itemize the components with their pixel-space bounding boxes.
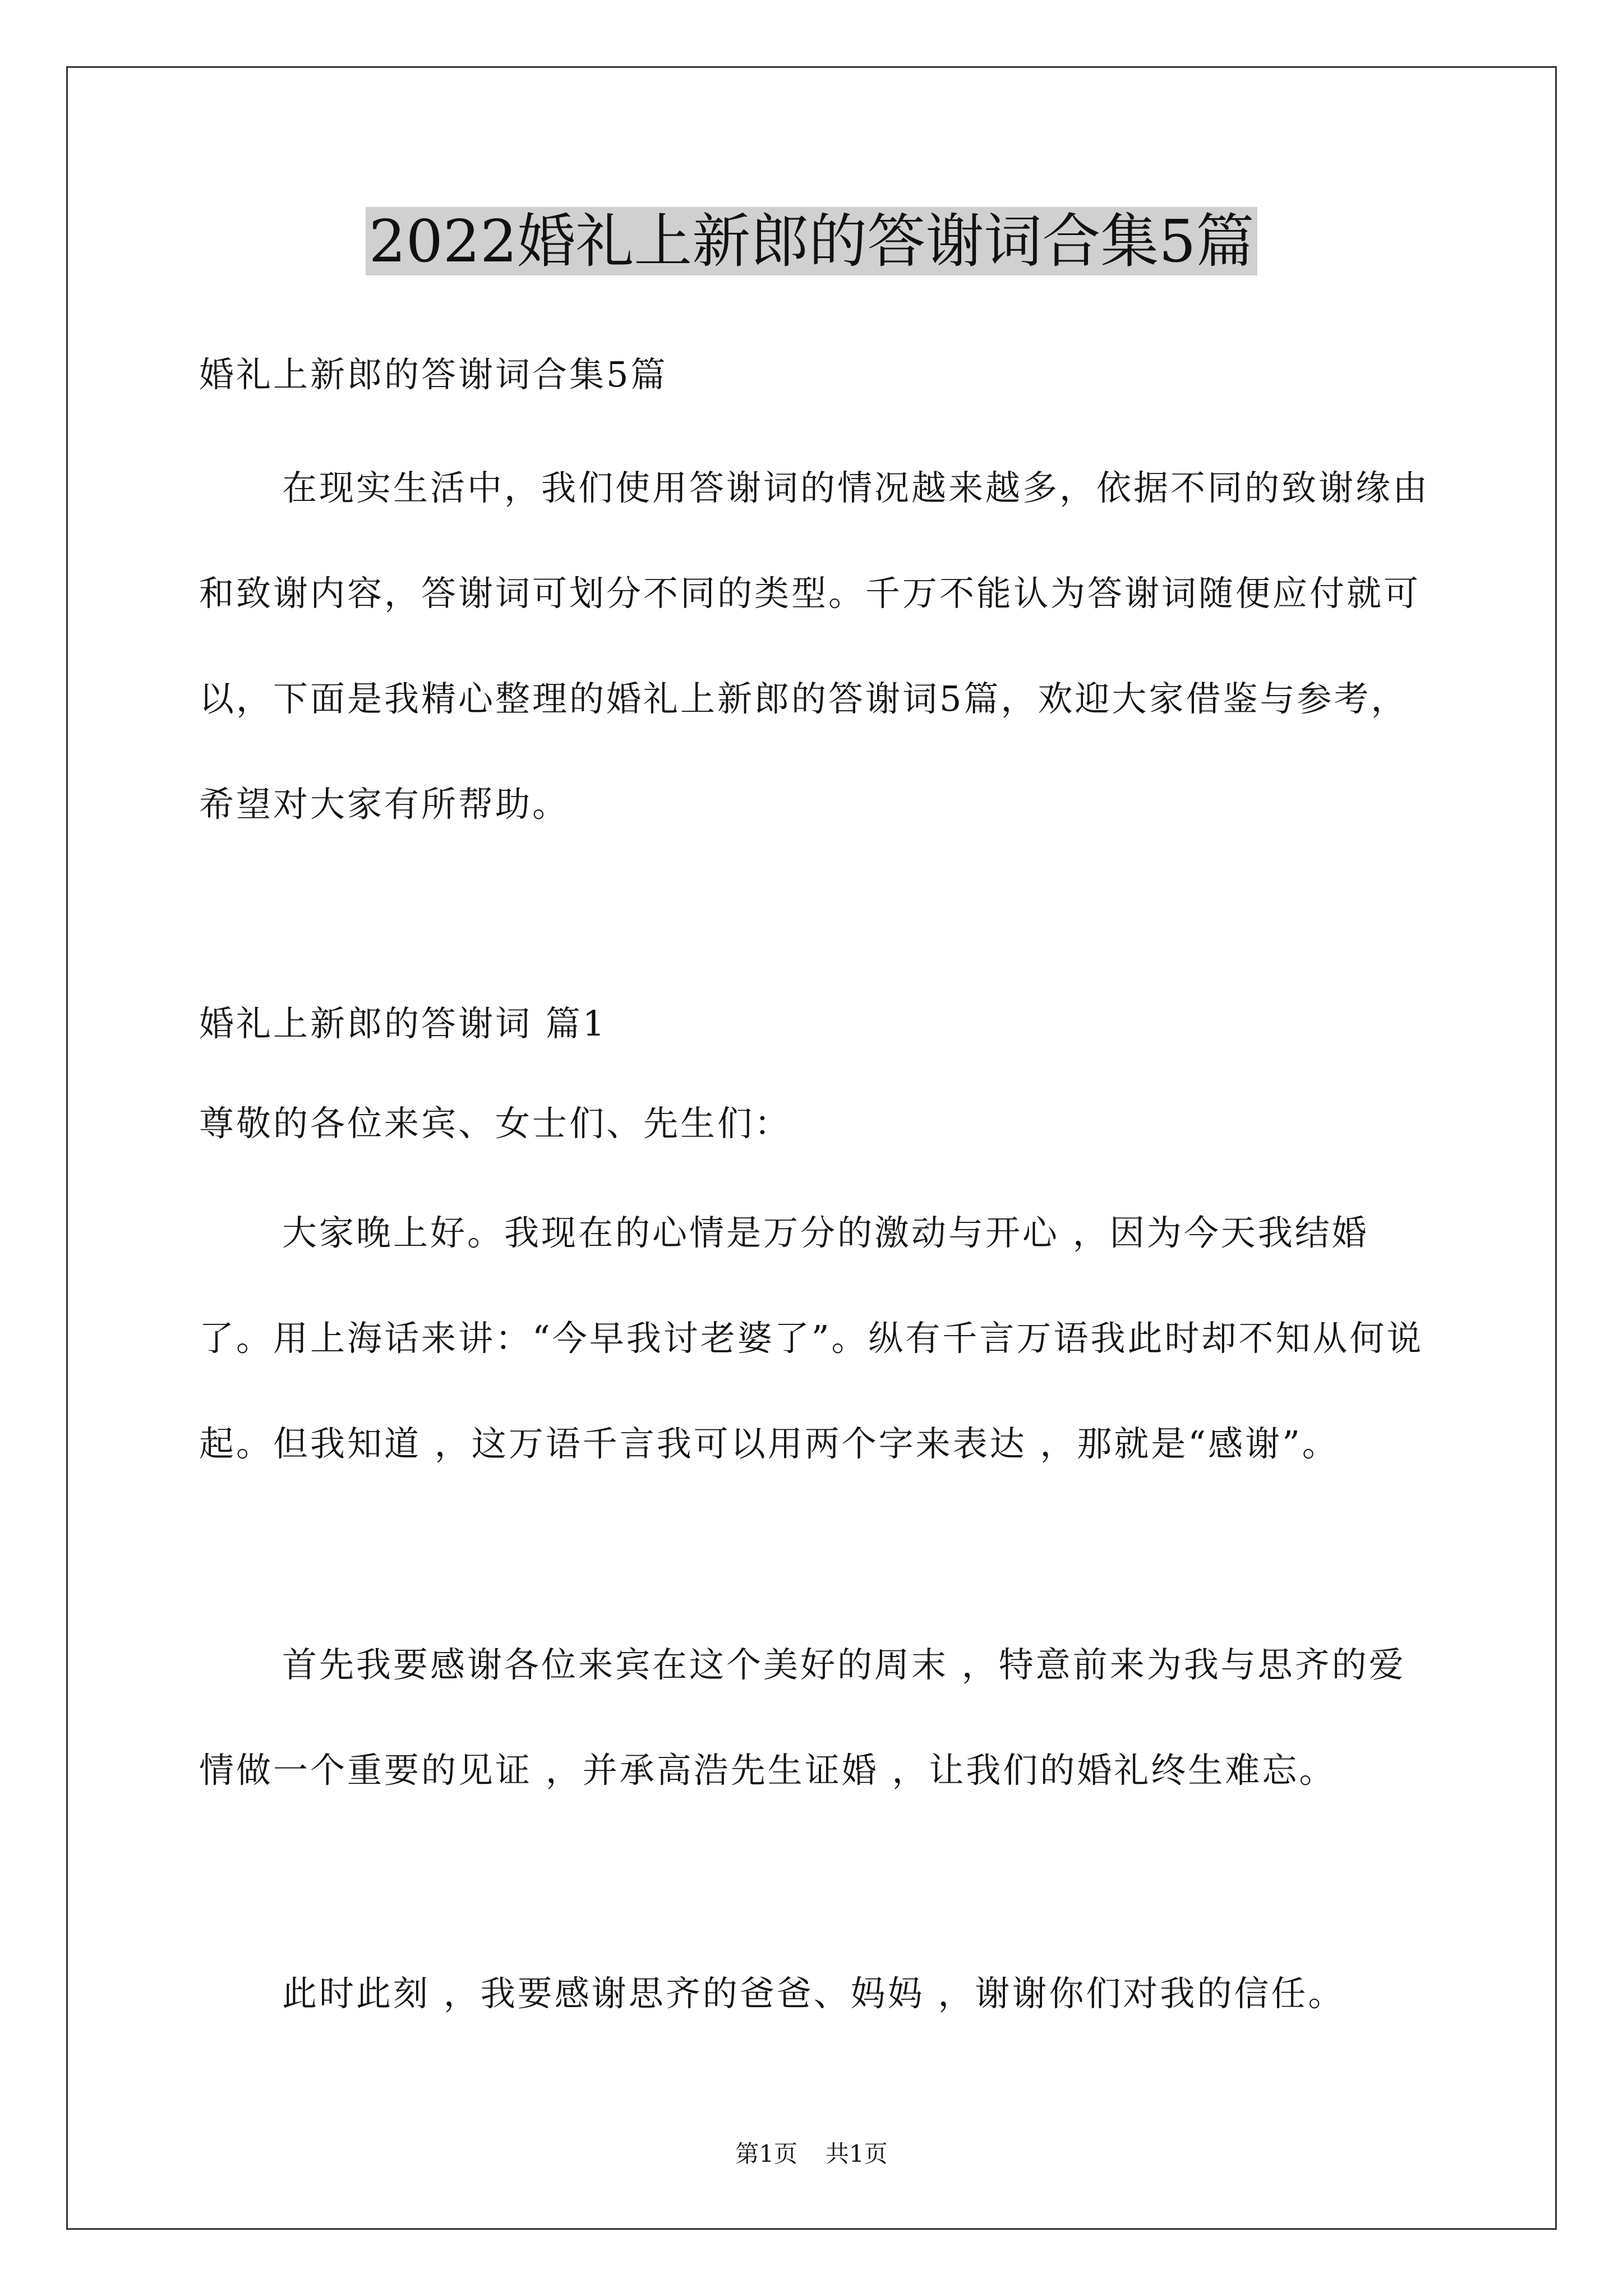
- section-heading: 婚礼上新郎的答谢词 篇1: [199, 1003, 607, 1044]
- document-subtitle: 婚礼上新郎的答谢词合集5篇: [199, 354, 668, 395]
- document-title: [0, 202, 1623, 280]
- page-footer: [0, 2137, 1623, 2171]
- page-number-current: 第1页: [735, 2140, 797, 2168]
- body-paragraph-1: 大家晚上好。我现在的心情是万分的激动与开心 ，因为今天我结婚了。用上海话来讲：“今早我讨老婆了”。纵有千言万语我此时却不知从何说起。但我知道 ，这万语千言我可以用两个字来表达 ，那就是“感谢”。: [199, 1212, 1424, 1464]
- document-title-text: 2022婚礼上新郎的答谢词合集5篇: [366, 207, 1258, 275]
- salutation: 尊敬的各位来宾、女士们、先生们：: [199, 1103, 792, 1144]
- body-paragraph-2: 首先我要感谢各位来宾在这个美好的周末 ，特意前来为我与思齐的爱情做一个重要的见证 ，并承高浩先生证婚 ，让我们的婚礼终生难忘。: [199, 1644, 1406, 1791]
- intro-paragraph: 在现实生活中，我们使用答谢词的情况越来越多，依据不同的致谢缘由和致谢内容，答谢词可划分不同的类型。千万不能认为答谢词随便应付就可以，下面是我精心整理的婚礼上新郎的答谢词5篇，欢迎大家借鉴与参考，希望对大家有所帮助。: [199, 467, 1430, 825]
- body-paragraph-3: 此时此刻 ，我要感谢思齐的爸爸、妈妈 ，谢谢你们对我的信任。: [282, 1973, 1345, 2014]
- page-number-total: 共1页: [826, 2140, 888, 2168]
